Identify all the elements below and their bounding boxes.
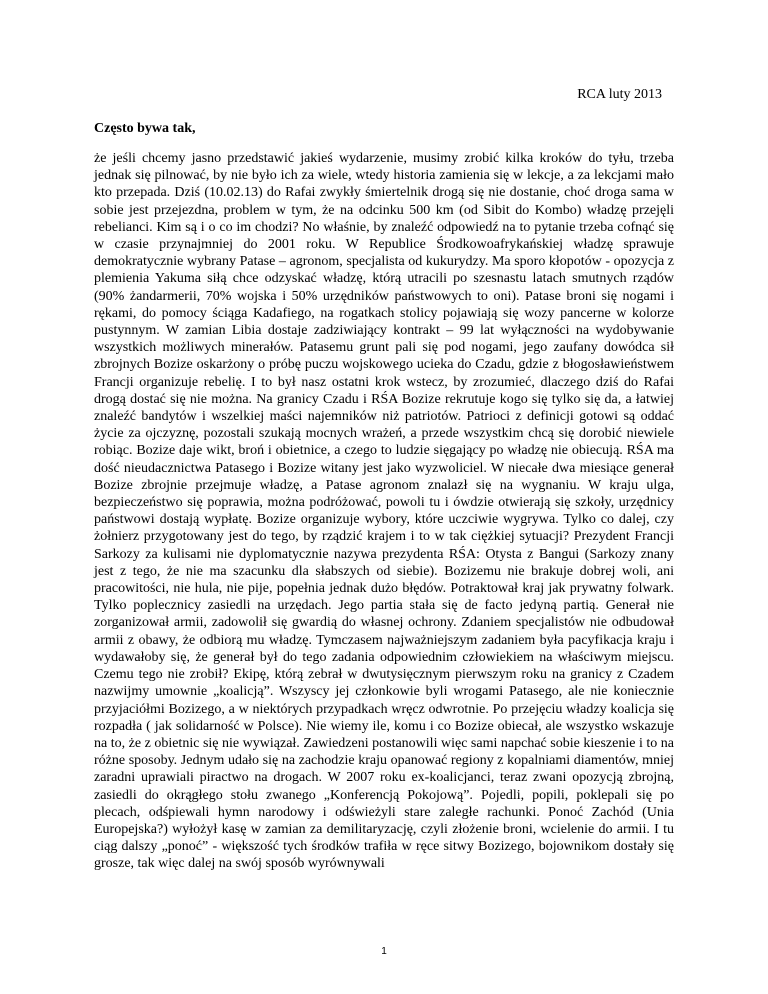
article-body: że jeśli chcemy jasno przedstawić jakieś wydarzenie, musimy zrobić kilka kroków do tyłu, trzeba jednak się pilnować, by nie było ich za wiele, wtedy historia zamienia się w lekcje, a za lekcjami mało kto przepada. Dziś (10.02.13) do Rafai zwykły śmiertelnik drogą się nie dostanie, choć droga sama w sobie jest przejezdna, problem w tym, że na odcinku 500 km (od Sibit do Kombo) władzę przejęli rebelianci. Kim są i o co im chodzi? No właśnie, by znaleźć odpowiedź na to pytanie trzeba cofnąć się w czasie przynajmniej do 2001 roku. W Republice Środkowoafrykańskiej władzę sprawuje demokratycznie wybrany Patase – agronom, specjalista od kukurydzy. Ma sporo kłopotów - opozycja z plemienia Yakuma siłą chce odzyskać władzę, którą utracili po szesnastu latach smutnych rządów (90% żandarmerii, 70% wojska i 50% urzędników państwowych to oni). Patase broni się nogami i rękami, do pomocy ściąga Kadafiego, na rogatkach stolicy pojawiają się wozy pancerne w kolorze pustynnym. W zamian Libia dostaje zadziwiający kontrakt – 99 lat wyłączności na wydobywanie wszystkich możliwych minerałów. Patasemu grunt pali się pod nogami, jego zaufany dowódca sił zbrojnych Bozize oskarżony o próbę puczu wojskowego ucieka do Czadu, gdzie z błogosławieństwem Francji organizuje rebelię. I to był nasz ostatni krok wstecz, by zrozumieć, dlaczego dziś do Rafai drogą dostać się nie można. Na granicy Czadu i RŚA Bozize rekrutuje kogo się tylko się da, a łatwiej znaleźć bandytów i wszelkiej maści najemników niż patriotów. Patrioci z definicji gotowi są oddać życie za ojczyznę, pozostali szukają mocnych wrażeń, a przede wszystkim chcą się dorobić niewiele robiąc. Bozize daje wikt, broń i obietnice, a czego to ludzie sięgający po władzę nie obiecują. RŚA ma dość nieudacznictwa Patasego i Bozize witany jest jako wyzwoliciel. W niecałe dwa miesiące generał Bozize zbrojnie przejmuje władzę, a Patase agronom znalazł się na wygnaniu. W kraju ulga, bezpieczeństwo się poprawia, można podróżować, powoli tu i ówdzie otwierają się szkoły, urzędnicy państwowi dostają wypłatę. Bozize organizuje wybory, które uczciwie wygrywa. Tylko co dalej, czy żołnierz przygotowany jest do tego, by rządzić krajem i to w tak ciężkiej sytuacji? Prezydent Francji Sarkozy za kulisami nie dyplomatycznie nazywa prezydenta RŚA: Otysta z Bangui (Sarkozy znany jest z tego, że nie ma szacunku dla słabszych od siebie). Bozizemu nie brakuje dobrej woli, ani pracowitości, nie hula, nie pije, popełnia jednak dużo błędów. Potraktował kraj jak prywatny folwark. Tylko poplecznicy zasiedli na urzędach. Jego partia stała się de facto jedyną partią. Generał nie zorganizował armii, zadowolił się gwardią do własnej ochrony. Zdaniem specjalistów nie odbudował armii z obawy, że odbiorą mu władzę. Tymczasem najważniejszym zadaniem była pacyfikacja kraju i wydawałoby się, że generał był do tego zadania odpowiednim człowiekiem na właściwym miejscu. Czemu tego nie zrobił? Ekipę, którą zebrał w dwutysięcznym pierwszym roku na granicy z Czadem nazwijmy umownie „koalicją”. Wszyscy jej członkowie byli wrogami Patasego, ale nie koniecznie przyjaciółmi Bozizego, a w niektórych przypadkach wręcz odwrotnie. Po przejęciu władzy koalicja się rozpadła ( jak solidarność w Polsce). Nie wiemy ile, komu i co Bozize obiecał, ale wszystko wskazuje na to, że z obietnic się nie wywiązał. Zawiedzeni postanowili więc sami napchać sobie kieszenie i to na różne sposoby. Jednym udało się na zachodzie kraju opanować regiony z kopalniami diamentów, mniej zaradni uprawiali piractwo na drogach. W 2007 roku ex-koalicjanci, teraz zwani opozycją zbrojną, zasiedli do okrągłego stołu zwanego „Konferencją Pokojową”. Pojedli, popili, poklepali się po plecach, odśpiewali hymn narodowy i odświeżyli stare zaległe rachunki. Ponoć Zachód (Unia Europejska?) wyłożył kasę w zamian za demilitaryzację, czyli złożenie broni, wcielenie do armii. I tu ciąg dalszy „ponoć” - większość tych środków trafiła w ręce sitwy Bozizego, bojownikom dostały się grosze, tak więc dalej na swój sposób wyrównywali <box>94 151 674 872</box>
page-number: 1 <box>381 946 387 957</box>
article-subtitle: Często bywa tak, <box>94 121 196 136</box>
date-header: RCA luty 2013 <box>577 87 662 102</box>
